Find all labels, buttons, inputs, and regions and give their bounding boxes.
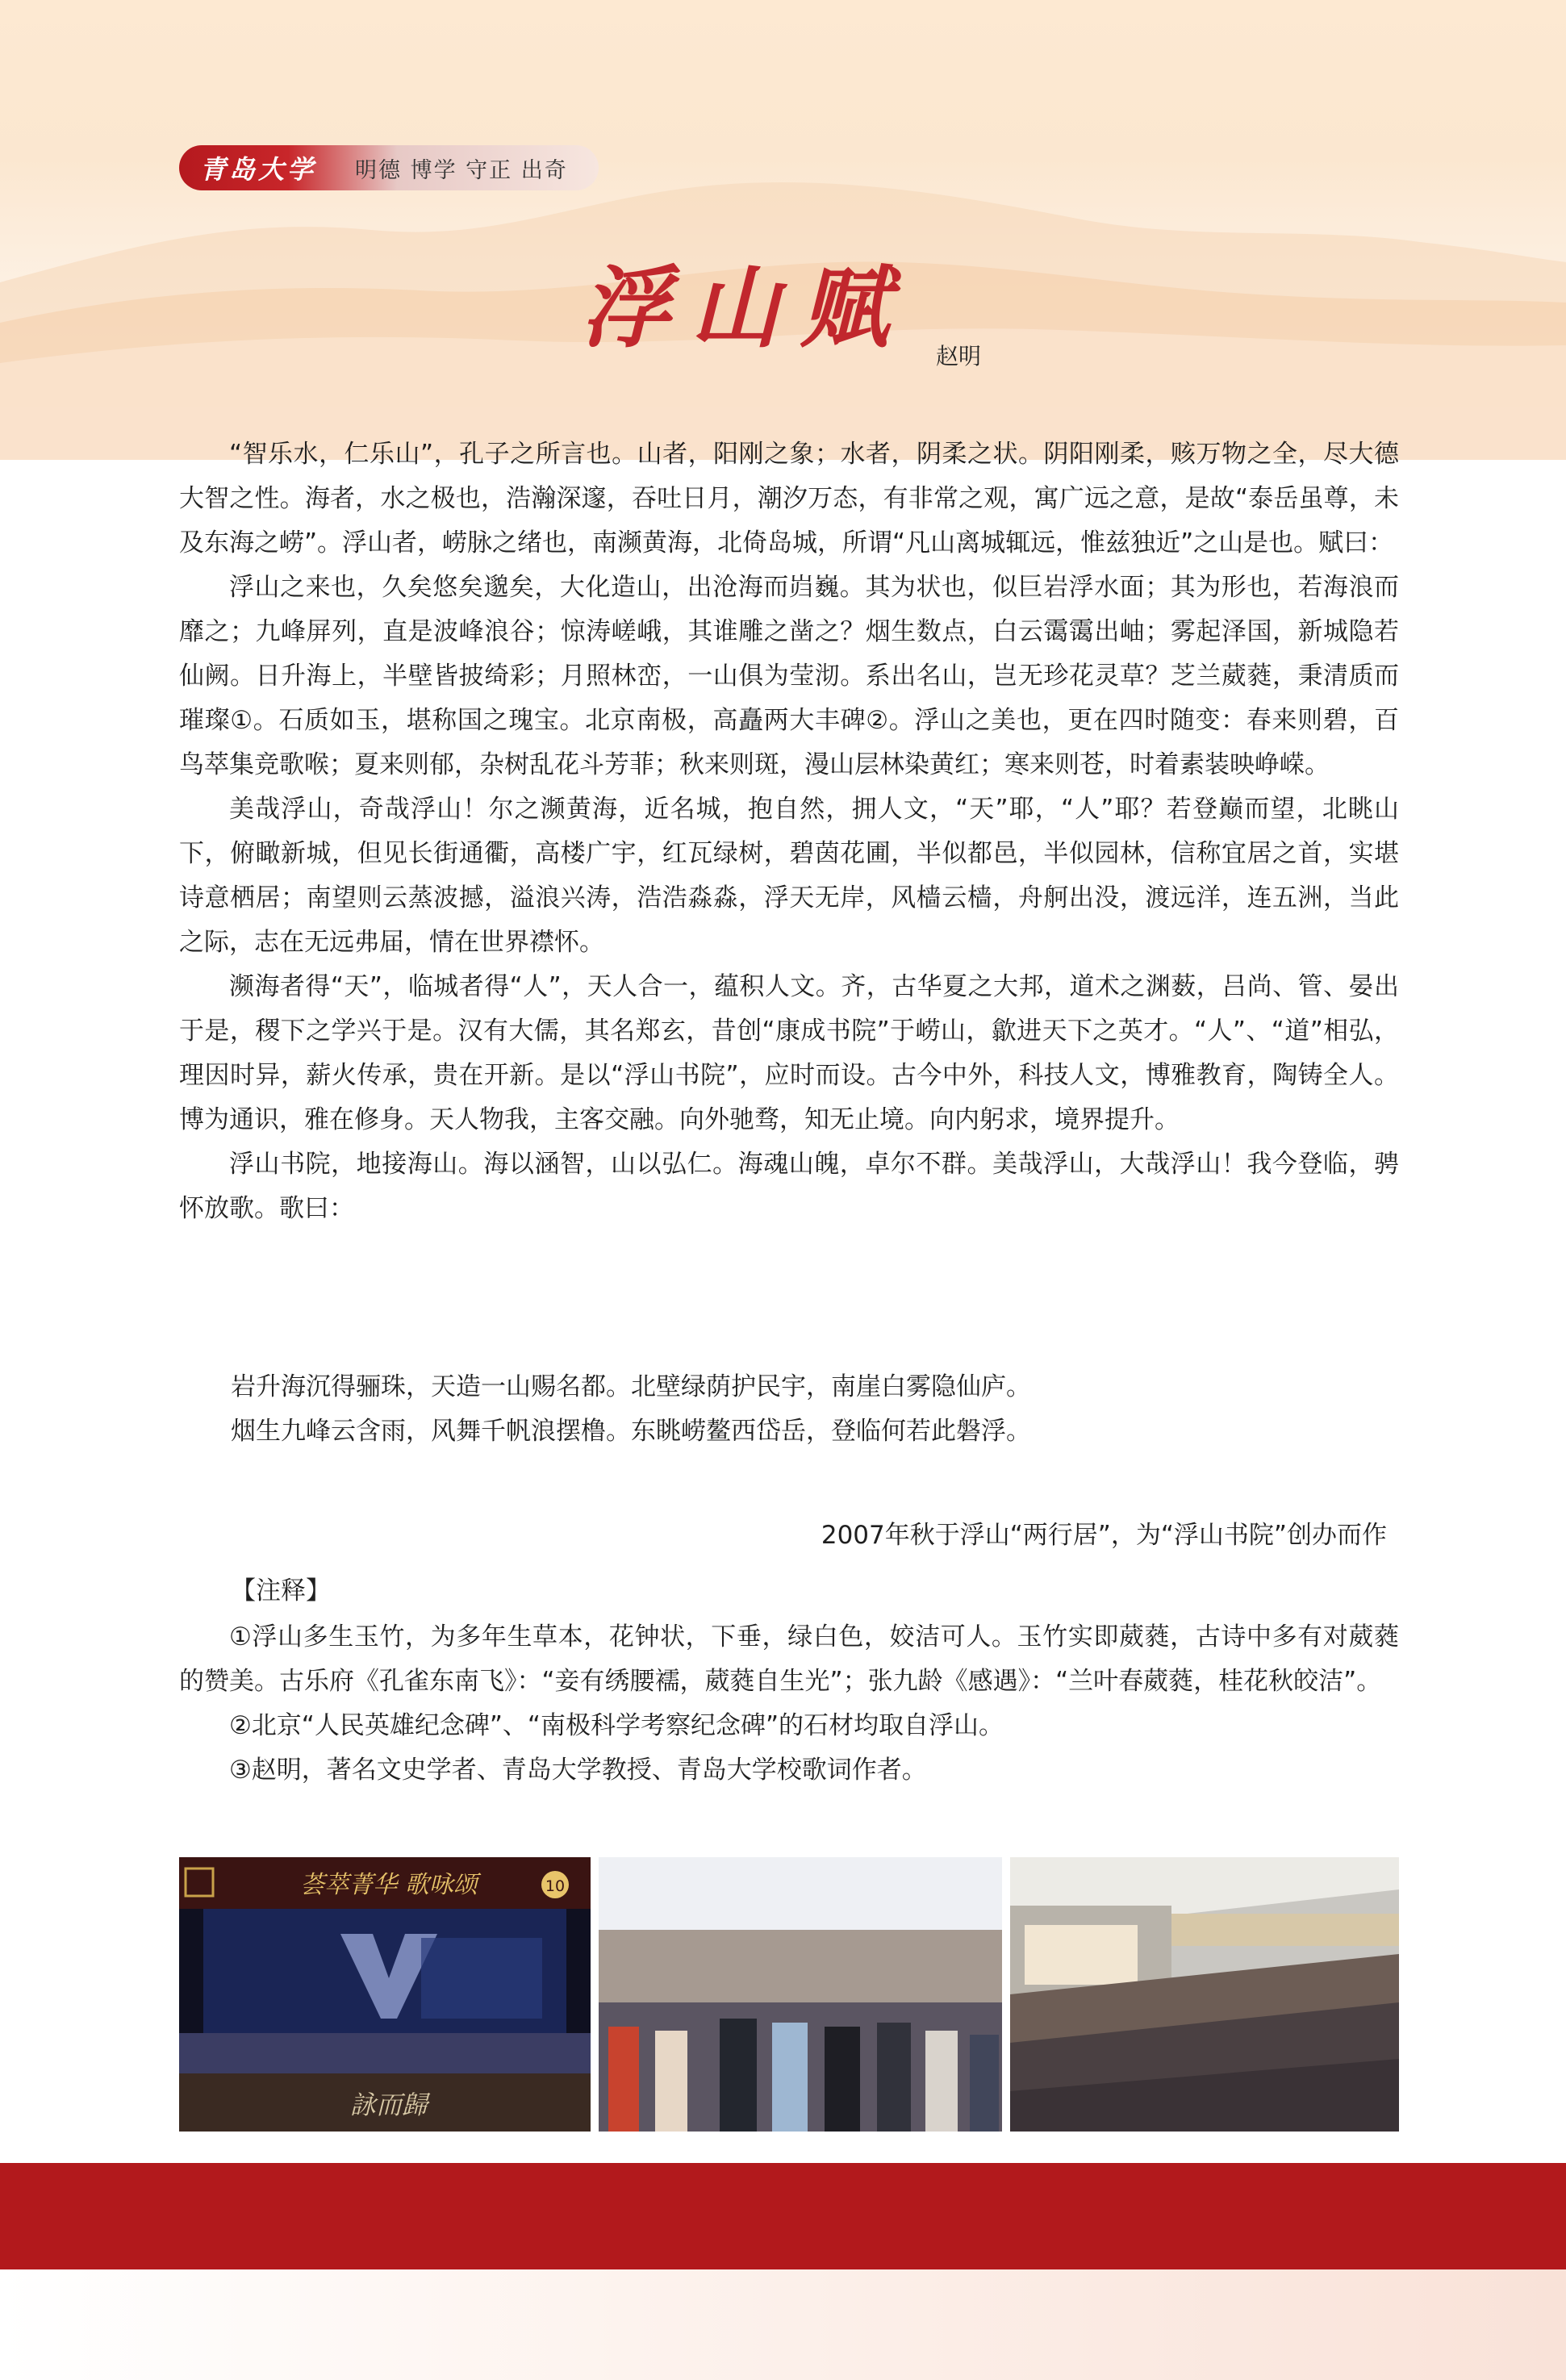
poem-line: 烟生九峰云含雨，风舞千帆浪摆橹。东眺崂鳌西岱岳，登临何若此磐浮。 [231,1417,1031,1446]
poem [231,1365,1031,1454]
lecture-hall-photo [1010,1857,1399,2132]
footer-gradient [0,2269,1566,2380]
stage-floor-text: 詠而歸 [349,2090,428,2120]
paragraph: 浮山之来也，久矣悠矣邈矣，大化造山，出沧海而岿巍。其为状也，似巨岩浮水面；其为形也，若海浪而靡之；九峰屏列，直是波峰浪谷；惊涛嵯峨，其谁雕之凿之？烟生数点，白云霭霭出岫；雾起泽国，新城隐若仙阙。日升海上，半壁皆披绮彩；月照林峦，一山俱为莹沏。系出名山，岂无珍花灵草？芝兰葳蕤，秉清质而璀璨①。石质如玉，堪称国之瑰宝。北京南极，高矗两大丰碑②。浮山之美也，更在四时随变：春来则碧，百鸟萃集竞歌喉；夏来则郁，杂树乱花斗芳菲；秋来则斑，漫山层林染黄红；寒来则苍，时着素装映峥嵘。 [179,573,1399,779]
poem-line: 岩升海沉得骊珠，天造一山赐名都。北壁绿荫护民宇，南崖白雾隐仙庐。 [231,1372,1031,1401]
note-item: ③赵明，著名文史学者、青岛大学教授、青岛大学校歌词作者。 [229,1756,927,1785]
article-author: 赵明 [936,343,982,370]
paragraph: 濒海者得“天”，临城者得“人”，天人合一，蕴积人文。齐，古华夏之大邦，道术之渊薮，吕尚、管、晏出于是，稷下之学兴于是。汉有大儒，其名郑玄，昔创“康成书院”于崂山，歙进天下之英才。“人”、“道”相弘，理因时异，薪火传承，贵在开新。是以“浮山书院”，应时而设。古今中外，科技人文，博雅教育，陶铸全人。博为通识，雅在修身。天人物我，主客交融。向外驰骛，知无止境。向内躬求，境界提升。 [179,972,1399,1134]
notes-heading: 【注释】 [231,1576,331,1605]
footer-band [0,2163,1566,2269]
note-item: ①浮山多生玉竹，为多年生草本，花钟状，下垂，绿白色，姣洁可人。玉竹实即葳蕤，古诗中多有对葳蕤的赞美。古乐府《孔雀东南飞》：“妾有绣腰襦，葳蕤自生光”；张九龄《感遇》：“兰叶春葳蕤，桂花秋皎洁”。 [179,1622,1399,1696]
university-banner [179,145,599,190]
stage-performance-photo [179,1857,591,2132]
university-logo: 青岛大学 [200,154,317,185]
stage-banner-text: 荟萃菁华 歌咏颂 [300,1871,478,1899]
paragraph: “智乐水，仁乐山”，孔子之所言也。山者，阳刚之象；水者，阴柔之状。阴阳刚柔，赅万物之全，尽大德大智之性。海者，水之极也，浩瀚深邃，吞吐日月，潮汐万态，有非常之观，寓广远之意，是故“泰岳虽尊，未及东海之崂”。浮山者，崂脉之绪也，南濒黄海，北倚岛城，所谓“凡山离城辄远，惟兹独近”之山是也。赋曰： [179,440,1399,557]
stage-badge-text: 10 [545,1877,566,1895]
notes-list [179,1615,1399,1793]
paragraph: 美哉浮山，奇哉浮山！尔之濒黄海，近名城，抱自然，拥人文，“天”耶，“人”耶？若登巅而望，北眺山下，俯瞰新城，但见长街通衢，高楼广宇，红瓦绿树，碧茵花圃，半似都邑，半似园林，信称宜居之首，实堪诗意栖居；南望则云蒸波撼，溢浪兴涛，浩浩淼淼，浮天无岸，风樯云樯，舟舸出没，渡远洋，连五洲，当此之际，志在无远弗届，情在世界襟怀。 [179,795,1399,957]
university-motto: 明德 博学 守正 出奇 [355,157,568,183]
article-signature: 2007年秋于浮山“两行居”，为“浮山书院”创办而作 [821,1521,1387,1550]
article-title: 浮山赋 [581,256,910,360]
group-photo [599,1857,1002,2132]
article-body [179,432,1399,1231]
note-item: ②北京“人民英雄纪念碑”、“南极科学考察纪念碑”的石材均取自浮山。 [229,1711,1004,1740]
photo-strip [179,1857,1399,2132]
paragraph: 浮山书院，地接海山。海以涵智，山以弘仁。海魂山魄，卓尔不群。美哉浮山，大哉浮山！我今登临，骋怀放歌。歌曰： [179,1150,1399,1223]
